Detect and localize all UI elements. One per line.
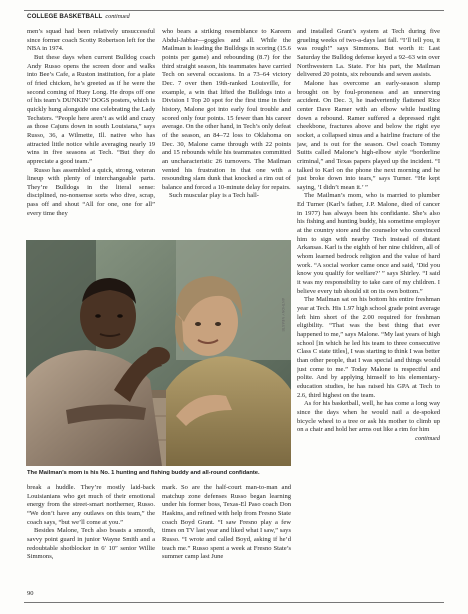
paragraph: Russo has assembled a quick, strong, veteran lineup with plenty of interchangeable parts. They’re Bulldogs in the literal sense: disciplined, no-nonsense sorts who dive, scrap, pass off and shout “All for one, one for all” every time they	[27, 166, 155, 217]
header-continued: continued	[105, 13, 130, 20]
top-rule	[24, 10, 444, 11]
paragraph: Malone has overcome an early-season slump brought on by foul-proneness and an unnerving accident. On Dec. 3, he inadvertently flattened Rice center Dave Ramer with an elbow while hustling down a rebound. Ramer suffered a depressed right cheekbone, fractures above and below the right eye socket, a collapsed sinus and a hairline fracture of the jaw, and is out for the season. Owl coach Tommy Suitts called Malone’s high-elbow style “borderline criminal,” and Texas papers played up the incident. “I talked to Karl on the phone the next morning and he just broke down into tears,” says Turner. “He kept saying, ‘I didn’t mean it.’ ”	[297, 79, 440, 191]
paragraph: who bears a striking resemblance to Kareem Abdul-Jabbar—goggles and all. While the Mailman is leading the Bulldogs in scoring (15.6 points per game) and rebounding (8.7) for the third straight season, his teammates have carried Tech on several occasions. In a 73–64 victory Dec. 7 over then 19th-ranked Louisville, for example, a win that lifted the Bulldogs into a Division I Top 20 spot for the first time in their history, Malone got into early foul trouble and scored only four points. 15 fewer than his career average. On the other hand, in Tech’s only defeat of the season, an 84–72 loss to Oklahoma on Dec. 30, Malone came through with 22 points and 15 rebounds while his teammates committed an uncharacteristic 26 turnovers. The Mailman vented his frustration in that one with a resounding slam dunk that knocked a rim out of balance and forced a 10-minute delay for repairs.	[162, 28, 291, 191]
column-1-top	[27, 28, 155, 240]
paragraph: The Mailman’s mom, who is married to plumber Ed Turner (Karl’s father, J.P. Malone, died of cancer in 1977) has always been his confidante. She’s also his fishing and hunting buddy, his sometime employer at the country store and the counselor who convinced him to sign with nearby Tech instead of distant Arkansas. Karl is the eighth of her nine children, all of whom learned bedrock religion and the value of hard work. “A social worker came once and said, ‘Did you know you qualify for welfare?’ ” says Shirley. “I said it was my responsibility to take care of my children. I believe every tub should sit on its own bottom.”	[297, 192, 440, 295]
paragraph: mark. So are the half-court man-to-man and matchup zone defenses Russo began learning under his former boss, Texas-El Paso coach Don Haskins, and refined with help from Fresno State coach Boyd Grant. “I saw Fresno play a few times on TV last year and liked what I saw,” says Russo. “I wrote and called Boyd, asking if he’d teach me.” Russo spent a week at Fresno State’s summer camp last June	[162, 484, 291, 561]
section-title: COLLEGE BASKETBALL	[27, 13, 103, 20]
page-number: 90	[27, 590, 34, 597]
paragraph: Besides Malone, Tech also boasts a smooth, savvy point guard in junior Wayne Smith and a redoubtable shotblocker in 6′ 10″ senior Willie Simmons,	[27, 527, 155, 561]
bottom-rule	[24, 602, 444, 603]
photo-caption: The Mailman’s mom is his No. 1 hunting and fishing buddy and all-round confidante.	[27, 470, 260, 476]
photo-credit: ANTHONY NEASTE	[281, 298, 285, 332]
paragraph: break a huddle. They’re mostly laid-back Louisianians who get much of their emotional energy from the street-smart northerner, Russo. “We don’t have any outlaws on this team,” the coach says, “but we’ll come at you.”	[27, 484, 155, 526]
continued-marker: continued	[415, 434, 440, 442]
paragraph: men’s squad had been relatively unsuccessful since former coach Scotty Robertson left for the NBA in 1974.	[27, 28, 155, 53]
paragraph: But these days when current Bulldog coach Andy Russo opens the screen door and walks into Bee’s Cafe, a Ruston institution, for a plate of fried chicken, he’s greeted as if he were the second coming of Huey Long. He drops off one of his team’s DUNKIN’ DOGS posters, which is quickly hung alongside one celebrating the Lady Techsters. “People here aren’t as wild and crazy as those Cajuns down in south Louisiana,” says Russo, 36, a Wilmette, Ill. native who has attracted little notice while averaging nearly 19 wins in five seasons at Tech. “But they do appreciate a good team.”	[27, 53, 155, 165]
paragraph: The Mailman sat on his bottom his entire freshman year at Tech. His 1.97 high school grade point average left him short of the 2.00 required for freshman eligibility. “That was the best thing that ever happened to me,” says Malone. “My last years of high school [in which he led his team to three consecutive Class C state titles], I was starting to think I was better than other people, that I was special and things would just come to me.” Today Malone is respectful and polite. And by applying himself to his elementary-education studies, he has raised his GPA at Tech to 2.6, third highest on the team.	[297, 296, 440, 399]
column-2-top	[162, 28, 291, 232]
paragraph: and installed Grant’s system at Tech during five grueling weeks of two-a-days last fall. “I’ll tell you, it was rough!” says Simmons. But worth it: Last Saturday the Bulldog defense keyed a 92–63 win over Northwestern La. State. For his part, the Mailman delivered 20 points, six rebounds and seven assists.	[297, 28, 440, 79]
column-1-bottom	[27, 484, 155, 580]
column-3	[297, 28, 440, 588]
running-header	[27, 13, 130, 20]
paragraph: Such muscular play is a Tech hall-	[169, 192, 259, 200]
photo-mother-and-son	[26, 240, 291, 466]
column-2-bottom	[162, 484, 291, 580]
photo-illustration	[26, 240, 291, 466]
paragraph: As for his basketball, well, he has come a long way since the days when he would nail a de-spoked bicycle wheel to a tree or ask his mother to climb up on a chair and hold her arms out like a rim for him	[297, 400, 440, 434]
